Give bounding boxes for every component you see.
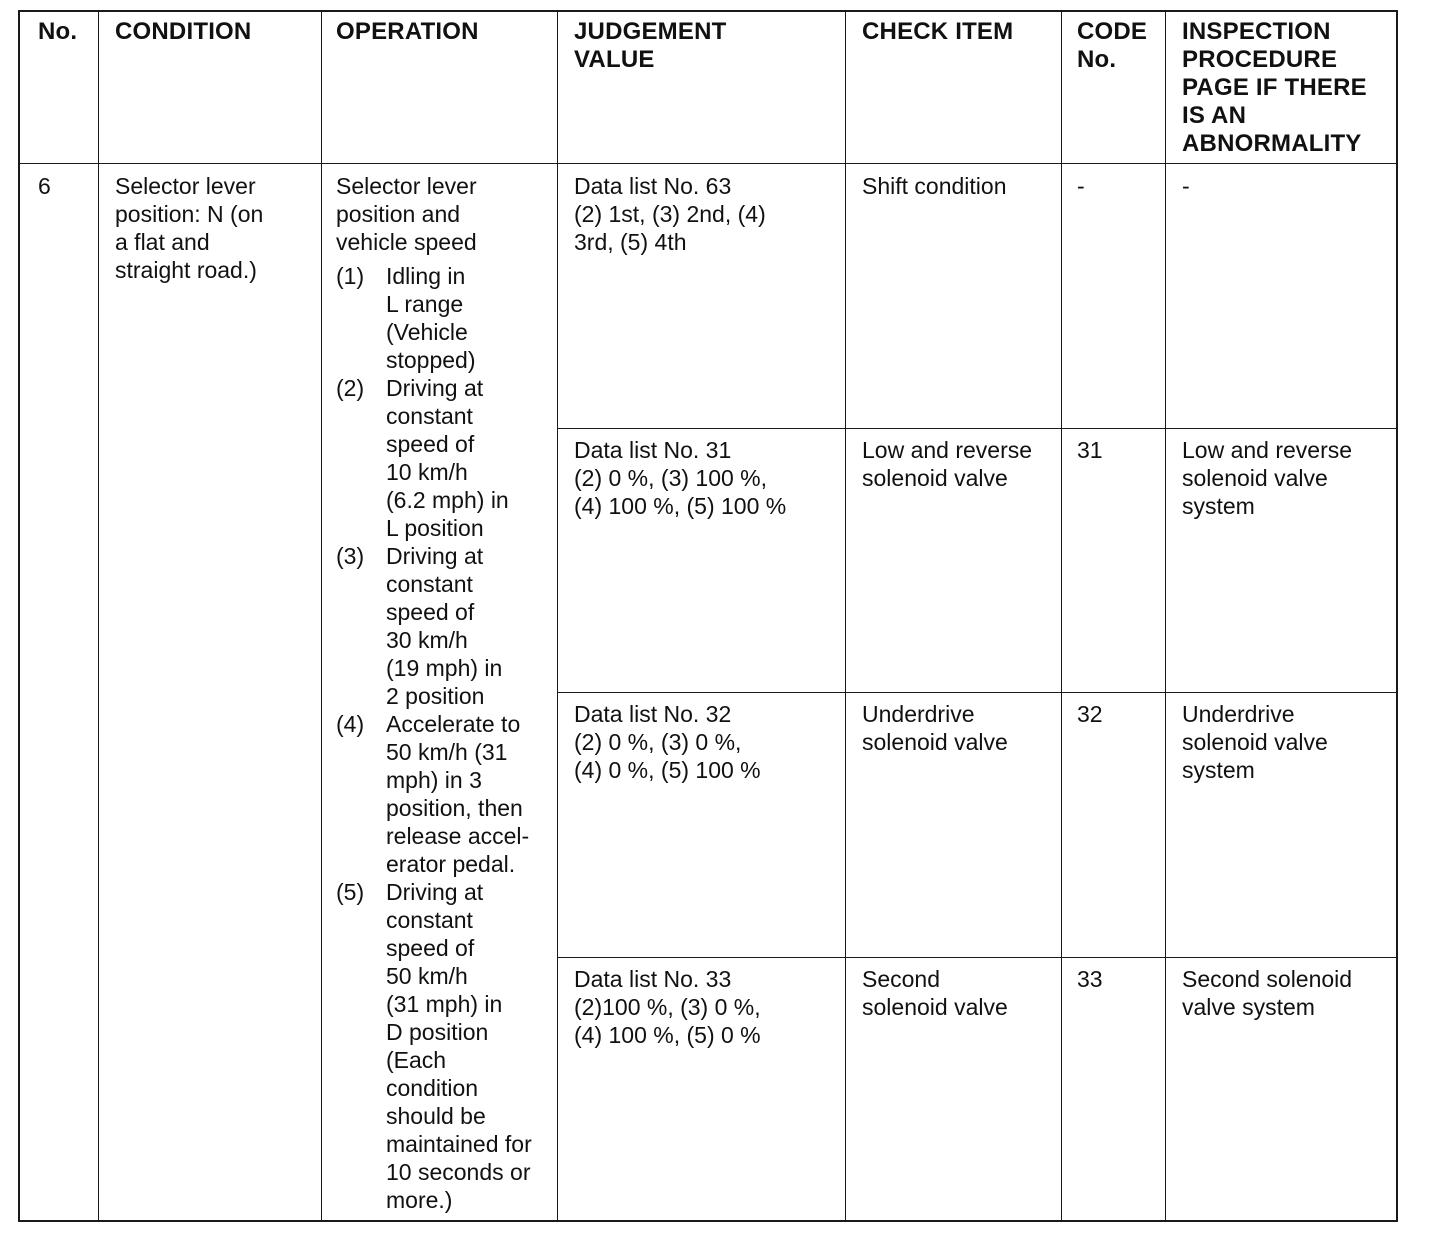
judgement-value: Data list No. 63 (2) 1st, (3) 2nd, (4) 3rd, (5) 4th [574,173,766,255]
operation-intro: Selector lever position and vehicle speed [336,173,477,255]
column-divider [845,10,846,1220]
column-divider [1165,10,1166,1220]
column-divider [557,10,558,1220]
step-number: (5) [336,879,365,905]
judgement-value: Data list No. 33 (2)100 %, (3) 0 %, (4) 100 %, (5) 0 % [574,966,761,1048]
step-text: Driving at constant speed of 10 km/h (6.2 mph) in L position [386,375,509,541]
judgement-value: Data list No. 31 (2) 0 %, (3) 100 %, (4) 100 %, (5) 100 % [574,437,787,519]
operation-step [336,262,556,374]
step-number: (1) [336,263,365,289]
header-inspection-procedure: INSPECTION PROCEDURE PAGE IF THERE IS AN ABNORMALITY [1182,18,1367,157]
header-judgement-value: JUDGEMENT VALUE [574,18,727,73]
step-number: (2) [336,375,365,401]
check-item: Second solenoid valve [862,966,1008,1020]
header-operation: OPERATION [336,18,479,45]
header-condition: CONDITION [115,18,252,45]
header-no: No. [38,18,78,45]
step-text: Driving at constant speed of 30 km/h (19 mph) in 2 position [386,543,503,709]
code-no: 32 [1077,701,1103,727]
check-item: Underdrive solenoid valve [862,701,1008,755]
step-text: Accelerate to 50 km/h (31 mph) in 3 position, then release accel- erator pedal. [386,711,530,877]
operation-step [336,542,556,710]
column-divider [1061,10,1062,1220]
operation-step [336,710,556,878]
step-text: Driving at constant speed of 50 km/h (31 mph) in D position (Each condition should be maintained for 10 seconds or more.) [386,879,532,1213]
header-code-no: CODE No. [1077,18,1148,73]
inspection-procedure: Low and reverse solenoid valve system [1182,437,1353,519]
inspection-procedure: Underdrive solenoid valve system [1182,701,1328,783]
operation-steps [336,262,556,1214]
check-item: Shift condition [862,173,1007,199]
check-item: Low and reverse solenoid valve [862,437,1033,491]
step-number: (4) [336,711,365,737]
inspection-procedure: Second solenoid valve system [1182,966,1353,1020]
step-text: Idling in L range (Vehicle stopped) [386,263,476,373]
row-divider [557,957,1396,958]
judgement-value: Data list No. 32 (2) 0 %, (3) 0 %, (4) 0 %, (5) 100 % [574,701,761,783]
inspection-procedure: - [1182,173,1190,199]
code-no: 31 [1077,437,1103,463]
row-divider [557,428,1396,429]
operation-step [336,878,556,1214]
condition-text: Selector lever position: N (on a flat and straight road.) [115,173,264,283]
step-number: (3) [336,543,365,569]
code-no: 33 [1077,966,1103,992]
code-no: - [1077,173,1085,199]
column-divider [321,10,322,1220]
header-check-item: CHECK ITEM [862,18,1014,45]
row-divider [557,692,1396,693]
row-number: 6 [38,173,51,199]
operation-step [336,374,556,542]
header-divider [20,163,1396,164]
column-divider [98,10,99,1220]
